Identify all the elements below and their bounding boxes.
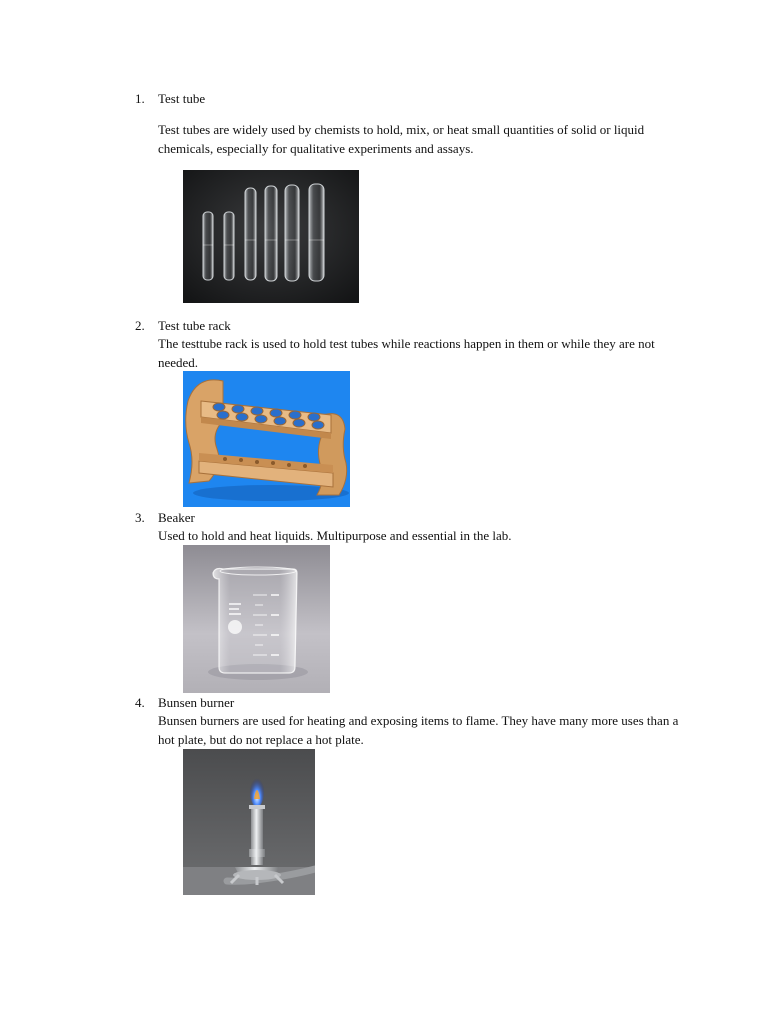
item-title: Test tube rack <box>158 318 231 333</box>
item-description: Bunsen burners are used for heating and exposing items to flame. They have many more uses than a hot plate, but do not replace a hot plate. <box>158 713 679 747</box>
item-number: 1. <box>135 91 145 106</box>
item-title: Beaker <box>158 510 195 525</box>
item-number: 2. <box>135 318 145 333</box>
test-tube-rack-photo <box>183 371 350 507</box>
item-description: The testtube rack is used to hold test tubes while reactions happen in them or while they are not needed. <box>158 336 655 370</box>
item-number: 3. <box>135 510 145 525</box>
item-description: Test tubes are widely used by chemists to hold, mix, or heat small quantities of solid or liquid chemicals, especially for qualitative experiments and assays. <box>158 122 645 156</box>
bunsen-burner-photo <box>183 749 315 895</box>
item-description: Used to hold and heat liquids. Multipurpose and essential in the lab. <box>158 528 512 543</box>
beaker-photo <box>183 545 330 693</box>
item-title: Bunsen burner <box>158 695 235 710</box>
item-title: Test tube <box>158 91 206 106</box>
item-number: 4. <box>135 695 145 710</box>
test-tubes-photo <box>183 170 359 303</box>
